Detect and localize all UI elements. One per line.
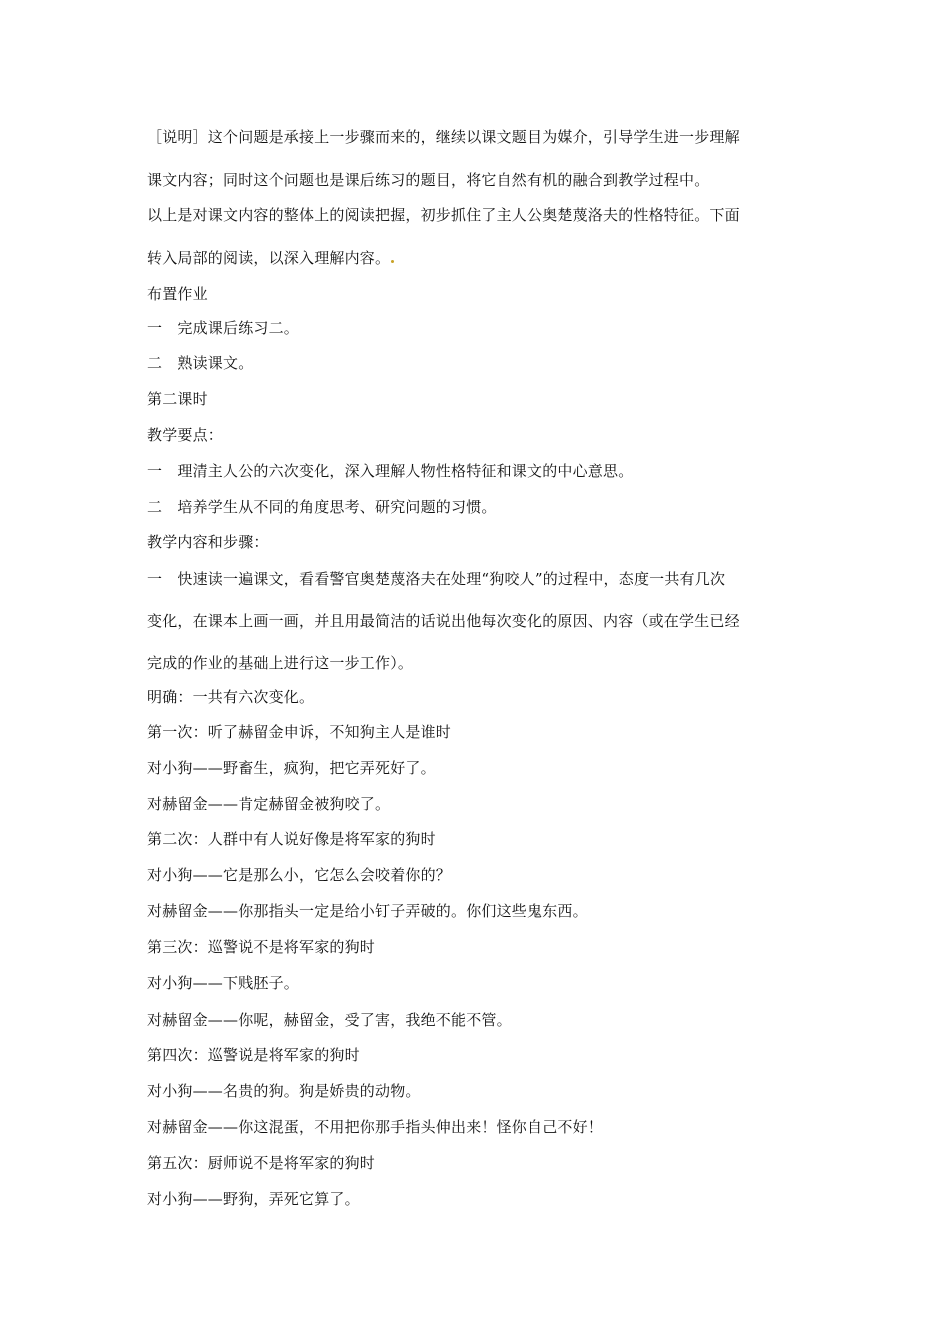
- homework-item-1: 一 完成课后练习二。: [147, 319, 300, 337]
- teaching-point-2: 二 培养学生从不同的角度思考、研究问题的习惯。: [147, 498, 497, 516]
- change-4-hryukin: 对赫留金——你这混蛋，不用把你那手指头伸出来！怪你自己不好！: [147, 1118, 604, 1136]
- change-3-dog: 对小狗——下贱胚子。: [147, 974, 300, 992]
- change-3-hryukin: 对赫留金——你呢，赫留金，受了害，我绝不能不管。: [147, 1011, 512, 1029]
- step-1-line-1: 一 快速读一遍课文，看看警官奥楚蔑洛夫在处理“狗咬人”的过程中，态度一共有几次: [147, 570, 726, 588]
- change-5-dog: 对小狗——野狗，弄死它算了。: [147, 1190, 360, 1208]
- change-2-hryukin: 对赫留金——你那指头一定是给小钉子弄破的。你们这些鬼东西。: [147, 902, 588, 920]
- change-1-dog: 对小狗——野畜生，疯狗，把它弄死好了。: [147, 759, 436, 777]
- change-2-heading: 第二次：人群中有人说好像是将军家的狗时: [147, 830, 436, 848]
- paragraph-line-2-text: 转入局部的阅读，以深入理解内容。: [147, 249, 391, 267]
- note-line-2: 课文内容；同时这个问题也是课后练习的题目，将它自然有机的融合到教学过程中。: [147, 171, 710, 189]
- step-1-line-2: 变化，在课本上画一画，并且用最简洁的话说出他每次变化的原因、内容（或在学生已经: [147, 612, 740, 630]
- teaching-points-heading: 教学要点：: [147, 426, 224, 444]
- clarification-line: 明确：一共有六次变化。: [147, 688, 315, 706]
- yellow-dot-mark: [391, 260, 394, 263]
- change-5-heading: 第五次：厨师说不是将军家的狗时: [147, 1154, 376, 1172]
- change-1-hryukin: 对赫留金——肯定赫留金被狗咬了。: [147, 795, 391, 813]
- paragraph-line-1: 以上是对课文内容的整体上的阅读把握，初步抓住了主人公奥楚蔑洛夫的性格特征。下面: [147, 206, 740, 224]
- change-2-dog: 对小狗——它是那么小，它怎么会咬着你的？: [147, 866, 452, 884]
- change-4-dog: 对小狗——名贵的狗。狗是娇贵的动物。: [147, 1082, 421, 1100]
- change-1-heading: 第一次：听了赫留金申诉，不知狗主人是谁时: [147, 723, 452, 741]
- content-steps-heading: 教学内容和步骤：: [147, 533, 269, 551]
- homework-heading: 布置作业: [147, 285, 208, 303]
- note-line-1: ［说明］这个问题是承接上一步骤而来的，继续以课文题目为媒介，引导学生进一步理解: [147, 128, 740, 146]
- change-3-heading: 第三次：巡警说不是将军家的狗时: [147, 938, 376, 956]
- homework-item-2: 二 熟读课文。: [147, 354, 254, 372]
- teaching-point-1: 一 理清主人公的六次变化，深入理解人物性格特征和课文的中心意思。: [147, 462, 634, 480]
- lesson-two-heading: 第二课时: [147, 390, 208, 408]
- change-4-heading: 第四次：巡警说是将军家的狗时: [147, 1046, 360, 1064]
- step-1-line-3: 完成的作业的基础上进行这一步工作）。: [147, 654, 414, 672]
- paragraph-line-2: [147, 248, 395, 268]
